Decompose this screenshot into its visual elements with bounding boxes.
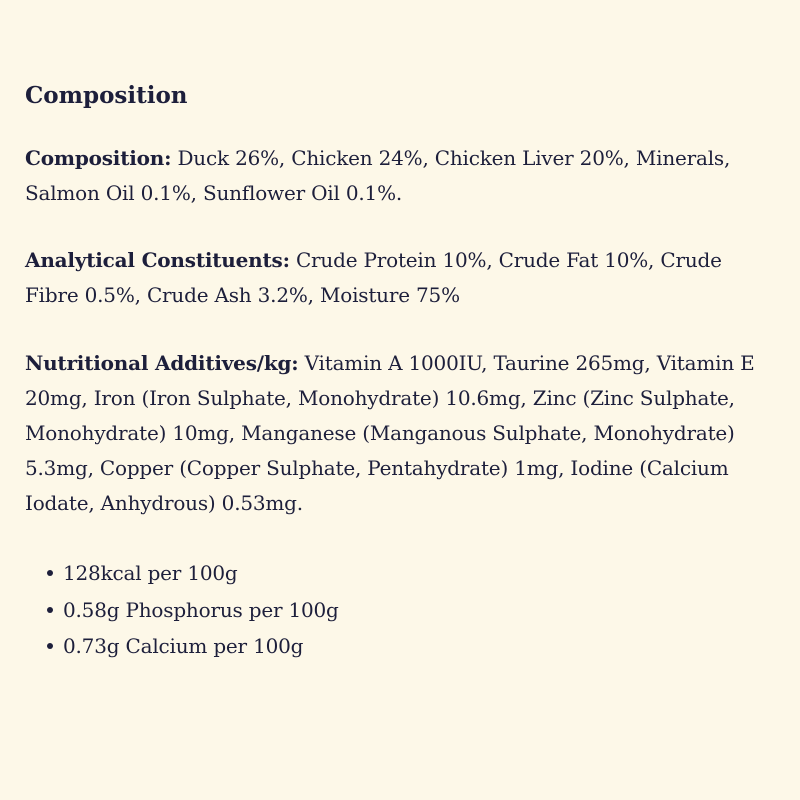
nutritional-additives-paragraph — [25, 346, 776, 521]
composition-label: Composition: — [25, 146, 172, 170]
list-item — [47, 555, 776, 592]
nutrition-facts-list — [25, 555, 776, 665]
composition-text: Duck 26%, Chicken 24%, Chicken Liver 20%, Minerals, Salmon Oil 0.1%, Sunflower Oil 0.1%. — [25, 146, 731, 205]
bullet-icon — [47, 570, 53, 576]
section-heading: Composition — [25, 82, 188, 109]
composition-paragraph — [25, 141, 776, 211]
nutritional-additives-label: Nutritional Additives/kg: — [25, 351, 299, 375]
analytical-constituents-text: Crude Protein 10%, Crude Fat 10%, Crude Fibre 0.5%, Crude Ash 3.2%, Moisture 75% — [25, 248, 722, 307]
analytical-constituents-label: Analytical Constituents: — [25, 248, 290, 272]
bullet-icon — [47, 607, 53, 613]
list-item — [47, 592, 776, 629]
list-item — [47, 628, 776, 665]
list-item-text: 128kcal per 100g — [63, 561, 238, 585]
nutritional-additives-text: Vitamin A 1000IU, Taurine 265mg, Vitamin E 20mg, Iron (Iron Sulphate, Monohydrate) 10.6mg, Zinc (Zinc Sulphate, Monohydrate) 10mg, Manganese (Manganous Sulphate, Monohydrate) 5.3mg, Copper (Copper Sulphate, Pentahydrate) 1mg, Iodine (Calcium Iodate, Anhydrous) 0.53mg. — [25, 351, 755, 515]
list-item-text: 0.58g Phosphorus per 100g — [63, 597, 339, 622]
bullet-icon — [47, 643, 53, 649]
list-item-text: 0.73g Calcium per 100g — [63, 634, 304, 658]
analytical-constituents-paragraph — [25, 243, 776, 313]
